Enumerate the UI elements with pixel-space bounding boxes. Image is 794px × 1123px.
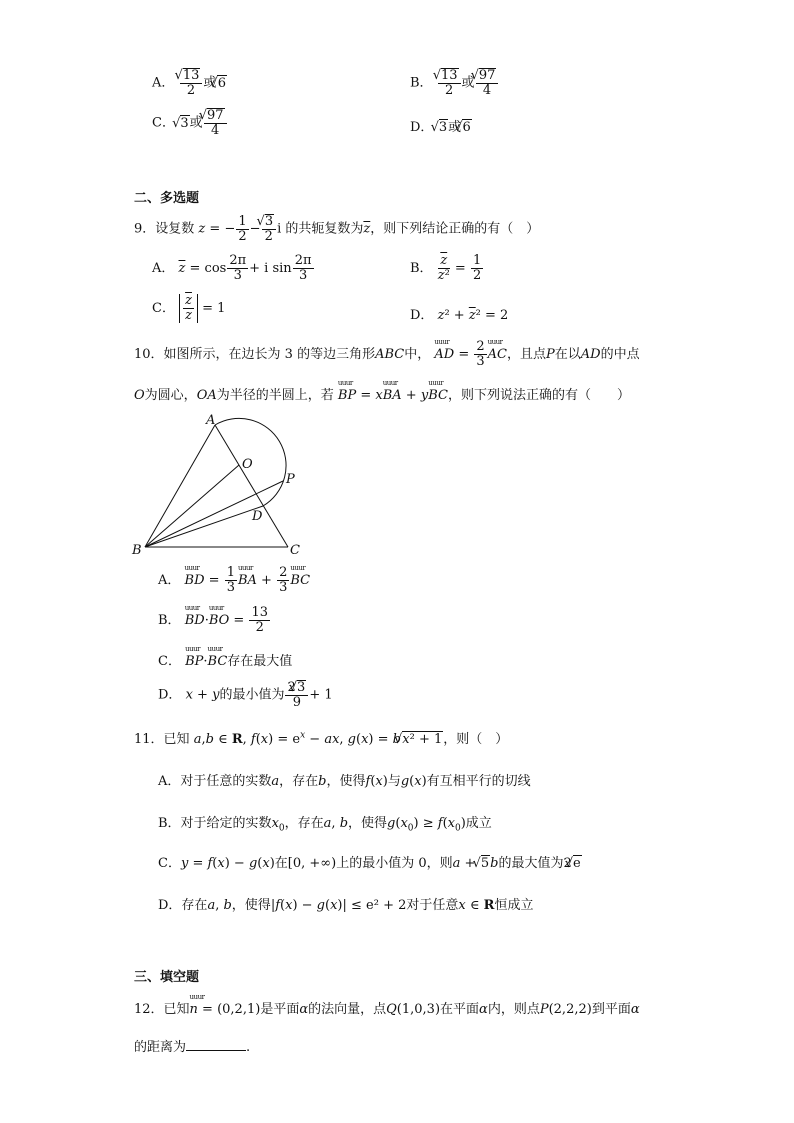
label-O: O xyxy=(242,457,253,472)
section-title-fill-in-blank: 三、填空题 xyxy=(134,970,200,985)
label-A: A xyxy=(206,413,216,428)
q10-stem-line1: 10．如图所示，在边长为 3 的等边三角形ABC中， uuur AD = $\frac{2}{3}$ uuur AC，且点P在以AD的中点 xyxy=(134,340,640,369)
q11-option-d: D．存在a, b，使得|f(x) − g(x)| ≤ e² + 2对于任意x ∈ R恒成立 xyxy=(158,898,534,913)
q11-stem: 11．已知 a,b ∈ R, $f(x) = e^x$ − ax, g(x) = b√ x² + 1，则（ ） xyxy=(134,728,508,747)
q9-option-c: C． $\frac{\overline{z}}{z}$ = 1 xyxy=(152,293,226,323)
q10-option-a: A． uuur BD = $\frac{1}{3}$ uuur BA + $\frac{2}{3}$ uuur BC xyxy=(158,566,310,595)
label-C: C xyxy=(290,543,300,558)
section-title-multiple-choice: 二、多选题 xyxy=(134,191,200,206)
q8-option-b: B． √ $\frac{13}{2}$ 或 √ $\frac{97}{4}$ xyxy=(410,68,499,98)
q11-option-a: A．对于任意的实数a，存在b，使得f(x)与g(x)有互相平行的切线 xyxy=(158,774,531,789)
q9-option-a: A． $\overline{z} = \cos$ $\frac{2\pi}{3}$ + i sin $\frac{2\pi}{3}$ xyxy=(152,253,312,283)
label-B: B xyxy=(132,543,142,558)
q12-stem-line1: 12．已知uuur n = (0,2,1)是平面α的法向量，点Q(1,0,3)在平面α内，则点P(2,2,2)到平面α xyxy=(134,998,640,1017)
label-D: D xyxy=(252,509,263,524)
q10-option-b: B． uuur BD·uuur BO = $\frac{13}{2}$ xyxy=(158,606,271,635)
fraction: √ $\frac{13}{2}$ xyxy=(180,68,203,98)
q11-option-b: B．对于给定的实数$x_0$，存在a, b，使得$g(x_0) \ge f(x_0)$成立 xyxy=(158,816,492,834)
segment-BD xyxy=(145,506,263,547)
segment-AB xyxy=(145,425,215,547)
segment-AC xyxy=(215,425,288,547)
q9-option-d: D． $z^2 + \overline{z}^2 = 2$ xyxy=(410,308,509,323)
q10-figure xyxy=(130,412,320,562)
q9-option-b: B． $\frac{\overline{z}}{\text{z²}}$ = $\frac{1}{2}$ xyxy=(410,253,482,283)
q12-stem-line2: 的距离为 . xyxy=(134,1040,251,1055)
answer-blank[interactable] xyxy=(186,1038,246,1051)
q10-option-c: C． uuur BP·uuur BC存在最大值 xyxy=(158,650,292,669)
q8-option-c: C． √ 3或 √ $\frac{97}{4}$ xyxy=(152,108,228,138)
q9-stem: 9．设复数 z = − $\frac{1}{2}$ − √ $\frac{3}{2}$ i 的共轭复数为$\overline{z}$，则下列结论正确的有（ ） xyxy=(134,214,539,244)
q11-option-c: C．y = f(x) − g(x)在[0, +∞)上的最小值为 0，则a + √ 5b的最大值为2√ e xyxy=(158,852,582,871)
label-P: P xyxy=(286,472,295,487)
segment-BO xyxy=(145,465,239,547)
q10-stem-line2: O为圆心，OA为半径的半圆上，若 uuur BP = xuuur BA + yuuur BC，则下列说法正确的有（ ） xyxy=(134,384,630,403)
q8-option-a: A． √ $\frac{13}{2}$ 或√ 6 xyxy=(152,68,227,98)
q8-option-d: D． √ 3或√ 6 xyxy=(410,116,472,135)
q10-option-d: D． x + y的最小值为 $\frac{2√ 3}{9}$ + 1 xyxy=(158,680,333,710)
